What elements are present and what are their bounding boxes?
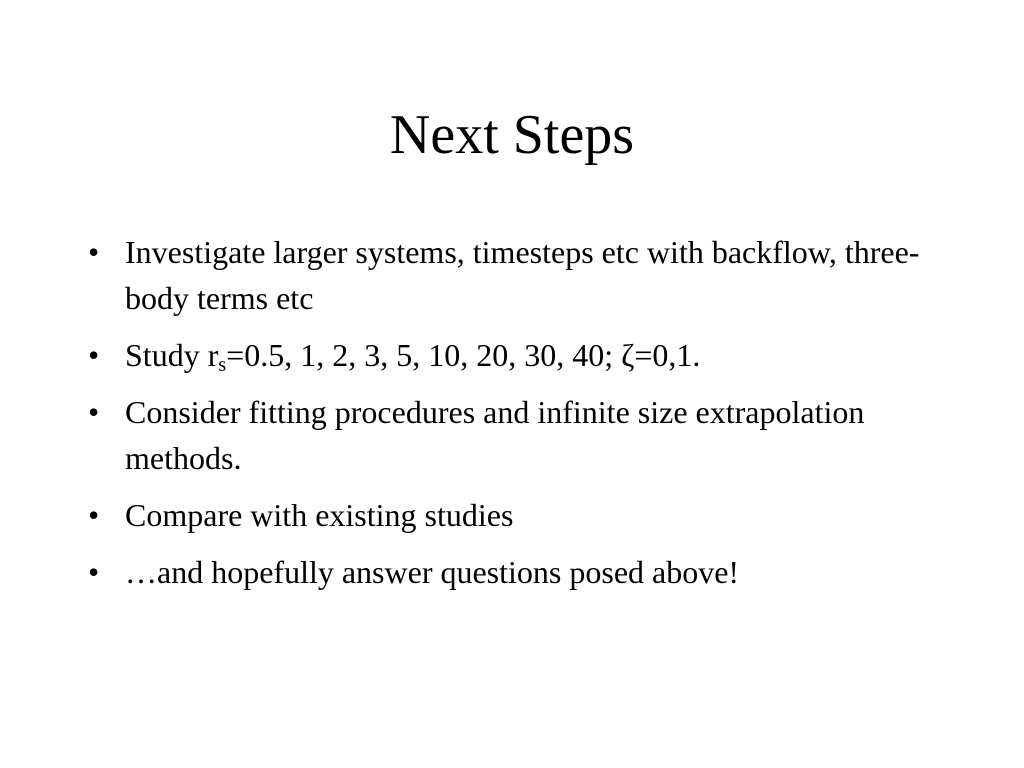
slide-title: Next Steps	[389, 104, 635, 166]
bullet-item-compare	[88, 492, 968, 538]
bullet-icon: •	[88, 337, 100, 373]
bullet-text: Consider fitting procedures and infinite size extrapolation methods.	[125, 394, 865, 476]
bullet-list	[88, 229, 968, 606]
bullet-item-study	[88, 332, 968, 378]
bullet-icon: •	[88, 234, 100, 270]
rs-subscript: s	[218, 354, 227, 376]
bullet-icon: •	[88, 497, 100, 533]
bullet-text: …and hopefully answer questions posed above!	[125, 554, 740, 590]
bullet-icon: •	[88, 554, 100, 590]
bullet-text: Compare with existing studies	[125, 497, 514, 533]
bullet-item-investigate	[88, 229, 968, 321]
bullet-item-fitting	[88, 389, 968, 481]
bullet-text: Investigate larger systems, timesteps etc with backflow, three-body terms etc	[125, 234, 920, 316]
bullet-text-prefix: Study r	[125, 337, 219, 373]
bullet-item-answer	[88, 549, 968, 595]
bullet-text-suffix: =0.5, 1, 2, 3, 5, 10, 20, 30, 40; ζ=0,1.	[226, 337, 701, 373]
bullet-icon: •	[88, 394, 100, 430]
